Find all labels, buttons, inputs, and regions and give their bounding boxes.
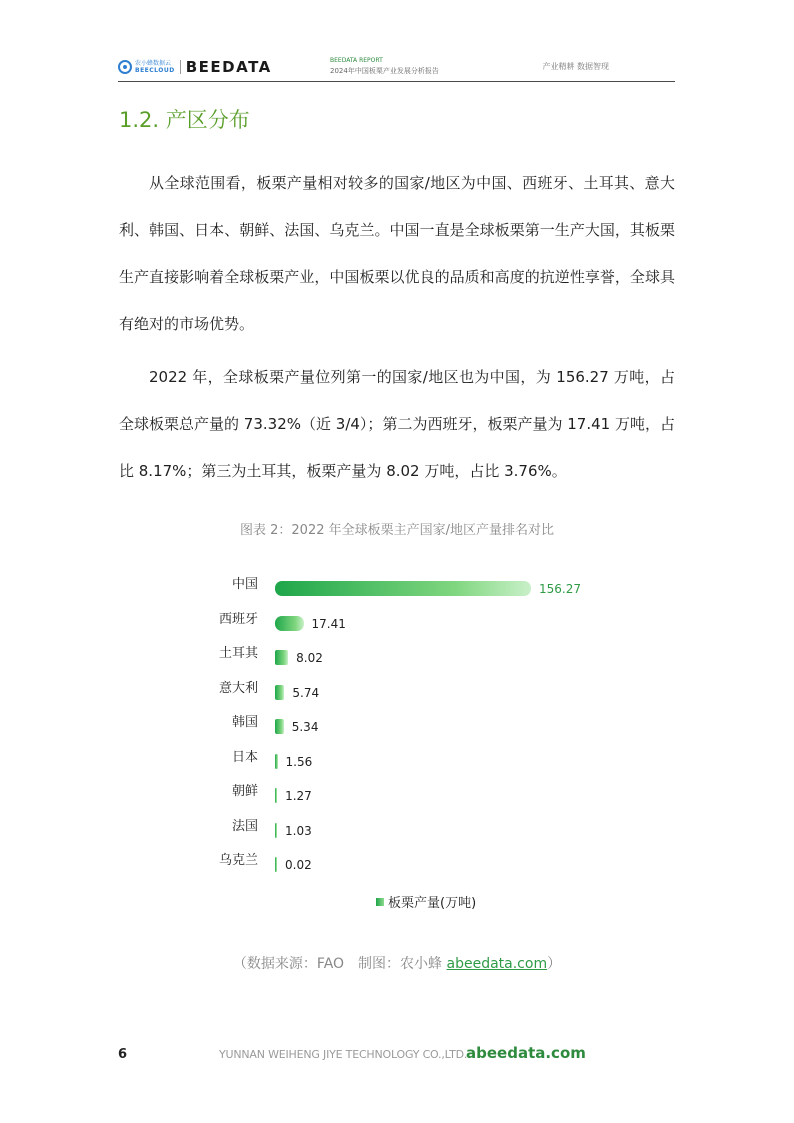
brand-name: BEEDATA [185, 58, 272, 76]
category-label: 意大利 [218, 680, 258, 696]
data-label: 1.03 [285, 823, 312, 838]
data-label: 1.56 [285, 754, 313, 769]
report-title [330, 56, 439, 76]
header-divider [118, 81, 675, 82]
data-label: 5.74 [292, 685, 320, 700]
bar [275, 719, 284, 734]
beecloud-logo-icon [118, 60, 132, 74]
legend-swatch [376, 898, 384, 906]
chart-row [200, 644, 620, 664]
category-label: 土耳其 [218, 646, 258, 661]
chart-row [200, 748, 620, 768]
logo [118, 58, 272, 76]
report-title-cn: 2024年中国板栗产业发展分析报告 [330, 67, 439, 75]
category-label: 乌克兰 [218, 853, 258, 868]
chart-row [200, 679, 620, 699]
data-label: 0.02 [285, 858, 312, 872]
footer-company: YUNNAN WEIHENG JIYE TECHNOLOGY CO.,LTD. [219, 1048, 468, 1061]
data-label: 17.41 [311, 616, 346, 631]
page-header [118, 54, 675, 82]
chart-title: 图表 2：2022 年全球板栗主产国家/地区产量排名对比 [240, 523, 554, 538]
section-title: 1.2. 产区分布 [119, 108, 250, 132]
report-title-en: BEEDATA REPORT [330, 57, 383, 64]
bar [275, 581, 531, 596]
logo-divider [180, 60, 181, 74]
chart-row [200, 713, 620, 733]
bar [275, 857, 277, 872]
chart-row [200, 851, 620, 871]
category-label: 法国 [231, 818, 258, 834]
chart-row [200, 817, 620, 837]
data-label: 5.34 [291, 720, 319, 734]
chart-row [200, 782, 620, 802]
header-slogan: 产业精耕 数据智现 [542, 62, 609, 71]
category-label: 中国 [231, 577, 258, 592]
category-label: 朝鲜 [231, 784, 258, 799]
category-label: 韩国 [231, 715, 258, 730]
data-label: 1.27 [285, 789, 312, 803]
page-number: 6 [118, 1047, 128, 1062]
category-label: 西班牙 [218, 611, 258, 627]
paragraph-2022-stats: 2022 年，全球板栗产量位列第一的国家/地区也为中国，为 156.27 万吨，占全球板栗总产量的 73.32%（近 3/4）；第二为西班牙，板栗产量为 17.41 万吨，占比 8.17%；第三为土耳其，板栗产量为 8.02 万吨，占比 3.76%。 [119, 368, 675, 480]
footer-website[interactable]: abeedata.com [466, 1044, 586, 1062]
chart-row [200, 575, 620, 595]
bar [275, 754, 278, 769]
bar-chart [200, 575, 620, 895]
logo-text [135, 60, 175, 74]
chart-source [0, 953, 794, 973]
source-link[interactable]: abeedata.com [446, 956, 548, 972]
bar [275, 650, 288, 665]
bar [275, 823, 277, 838]
bar [275, 788, 277, 803]
data-label: 8.02 [296, 651, 323, 665]
logo-en: BEECLOUD [135, 67, 175, 74]
source-prefix: （数据来源：FAO 制图：农小蜂 [232, 956, 447, 972]
chart-legend [376, 892, 476, 911]
bar [275, 616, 304, 631]
paragraph-overview: 从全球范围看，板栗产量相对较多的国家/地区为中国、西班牙、土耳其、意大利、韩国、日本、朝鲜、法国、乌克兰。中国一直是全球板栗第一生产大国，其板栗生产直接影响着全球板栗产业，中国板栗以优良的品质和高度的抗逆性享誉，全球具有绝对的市场优势。 [119, 174, 675, 333]
chart-row [200, 610, 620, 630]
bar [275, 685, 284, 700]
logo-cn: 农小蜂数据云 [135, 60, 172, 67]
source-suffix: ） [547, 956, 562, 972]
legend-label: 板栗产量(万吨) [388, 896, 477, 911]
category-label: 日本 [231, 749, 258, 765]
data-label: 156.27 [539, 582, 581, 596]
